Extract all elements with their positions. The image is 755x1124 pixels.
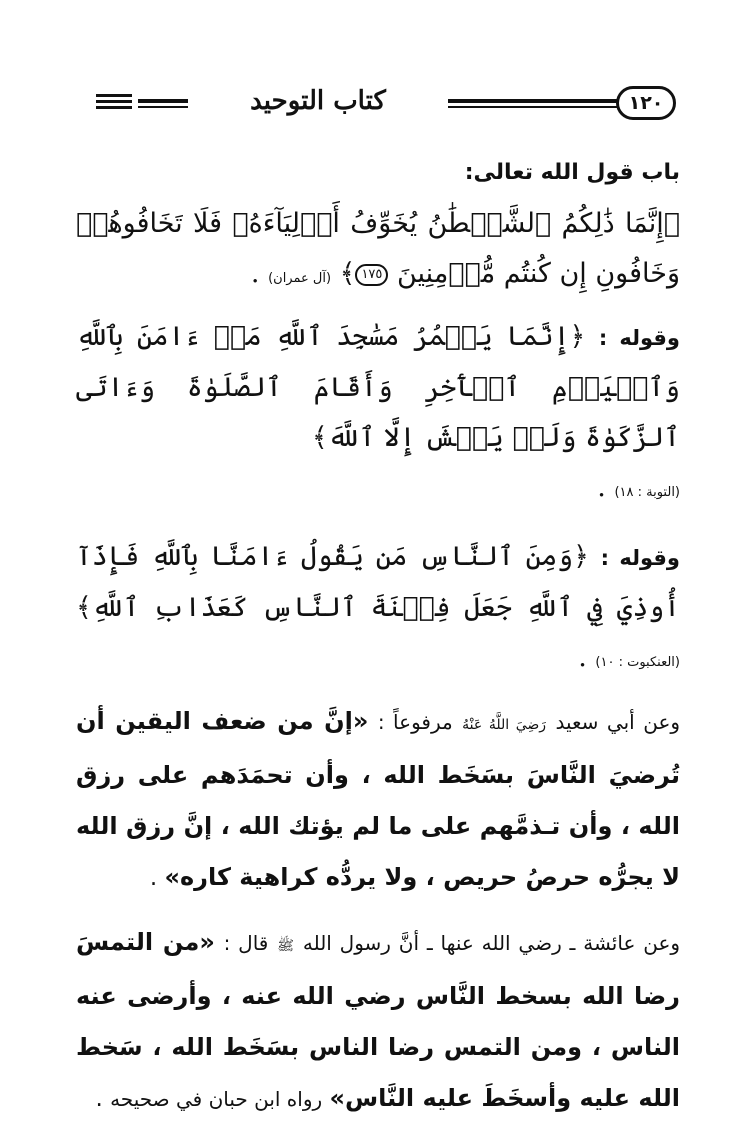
hadith-aisha xyxy=(76,917,680,1124)
sentence-end: . xyxy=(578,642,587,673)
verse-ankabut xyxy=(76,532,680,688)
header-ornament xyxy=(96,94,132,112)
verse-number-icon: ١٧٥ xyxy=(355,264,388,286)
hadith-intro-2: مرفوعاً : xyxy=(377,710,453,734)
salawat-icon: ﷺ xyxy=(277,938,295,954)
book-title: كتاب التوحيد xyxy=(188,84,448,118)
verse-ali-imran xyxy=(76,199,680,304)
page-content xyxy=(76,160,680,1124)
hadith-intro-2: قال : xyxy=(223,931,269,955)
hadith-intro: وعن أبي سعيد xyxy=(555,710,681,734)
verse-tawbah xyxy=(76,312,680,518)
hadith-intro: وعن عائشة ـ رضي الله عنها ـ أنَّ رسول الله xyxy=(302,931,681,955)
chapter-heading: باب قول الله تعالى: xyxy=(464,160,680,185)
verse-reference: (العنكبوت : ١٠) xyxy=(595,655,680,670)
hadith-text: «إنَّ من ضعف اليقين أن تُرضيَ النَّاسَ بسَخَط الله ، وأن تحمَدَهم على رزق الله ، وأن تـذمَّهم على ما لم يؤتك الله ، إنَّ رزق الله لا يجرُّه حرصُ حريص ، ولا يردُّه كراهية كاره» xyxy=(76,707,680,891)
page-header xyxy=(68,82,676,126)
sentence-end: . xyxy=(250,258,260,289)
verse-lead: وقوله : xyxy=(600,546,680,570)
sentence-end: . xyxy=(95,1086,103,1112)
hadith-source: رواه ابن حبان في صحيحه xyxy=(110,1087,323,1111)
sentence-end: . xyxy=(597,472,606,503)
verse-text: ﴿إِنَّمَا ذَٰلِكُمُ ٱلشَّيۡطَٰنُ يُخَوِّفُ أَوۡلِيَآءَهُۥ فَلَا تَخَافُوهُمۡ وَخَافُونِ إِن كُنتُم مُّؤۡمِنِينَ xyxy=(76,208,680,289)
verse-close-bracket: ﴾ xyxy=(339,258,356,289)
verse-text: ﴿وَمِنَ ٱلنَّاسِ مَن يَقُولُ ءَامَنَّا بِٱللَّهِ فَإِذَآ أُوذِيَ فِي ٱللَّهِ جَعَلَ فِتۡنَةَ ٱلنَّاسِ كَعَذَابِ ٱللَّهِ﴾ xyxy=(76,541,680,623)
hadith-text: «من التمسَ رضا الله بسخط النَّاس رضي الله عنه ، وأرضى عنه الناس ، ومن التمس رضا الناس بسَخَط الله ، سَخط الله عليه وأسخَطَ عليه النَّاس» xyxy=(76,928,680,1112)
verse-reference: (آل عمران) xyxy=(268,271,332,286)
honorific-icon: رَضِيَ اللَّهُ عَنْهُ xyxy=(462,717,547,733)
page-number: ١٢٠ xyxy=(616,86,676,120)
verse-reference: (التوبة : ١٨) xyxy=(614,485,680,500)
verse-lead: وقوله : xyxy=(598,326,680,350)
verse-text: ﴿إِنَّمَا يَعۡمُرُ مَسَٰجِدَ ٱللَّهِ مَنۡ ءَامَنَ بِٱللَّهِ وَٱلۡيَوۡمِ ٱلۡأٓخِرِ وَأَقَامَ ٱلصَّلَوٰةَ وَءَاتَى ٱلزَّكَوٰةَ وَلَمۡ يَخۡشَ إِلَّا ٱللَّهَ﴾ xyxy=(76,321,680,453)
sentence-end: . xyxy=(149,865,158,891)
hadith-abu-said xyxy=(76,696,680,903)
